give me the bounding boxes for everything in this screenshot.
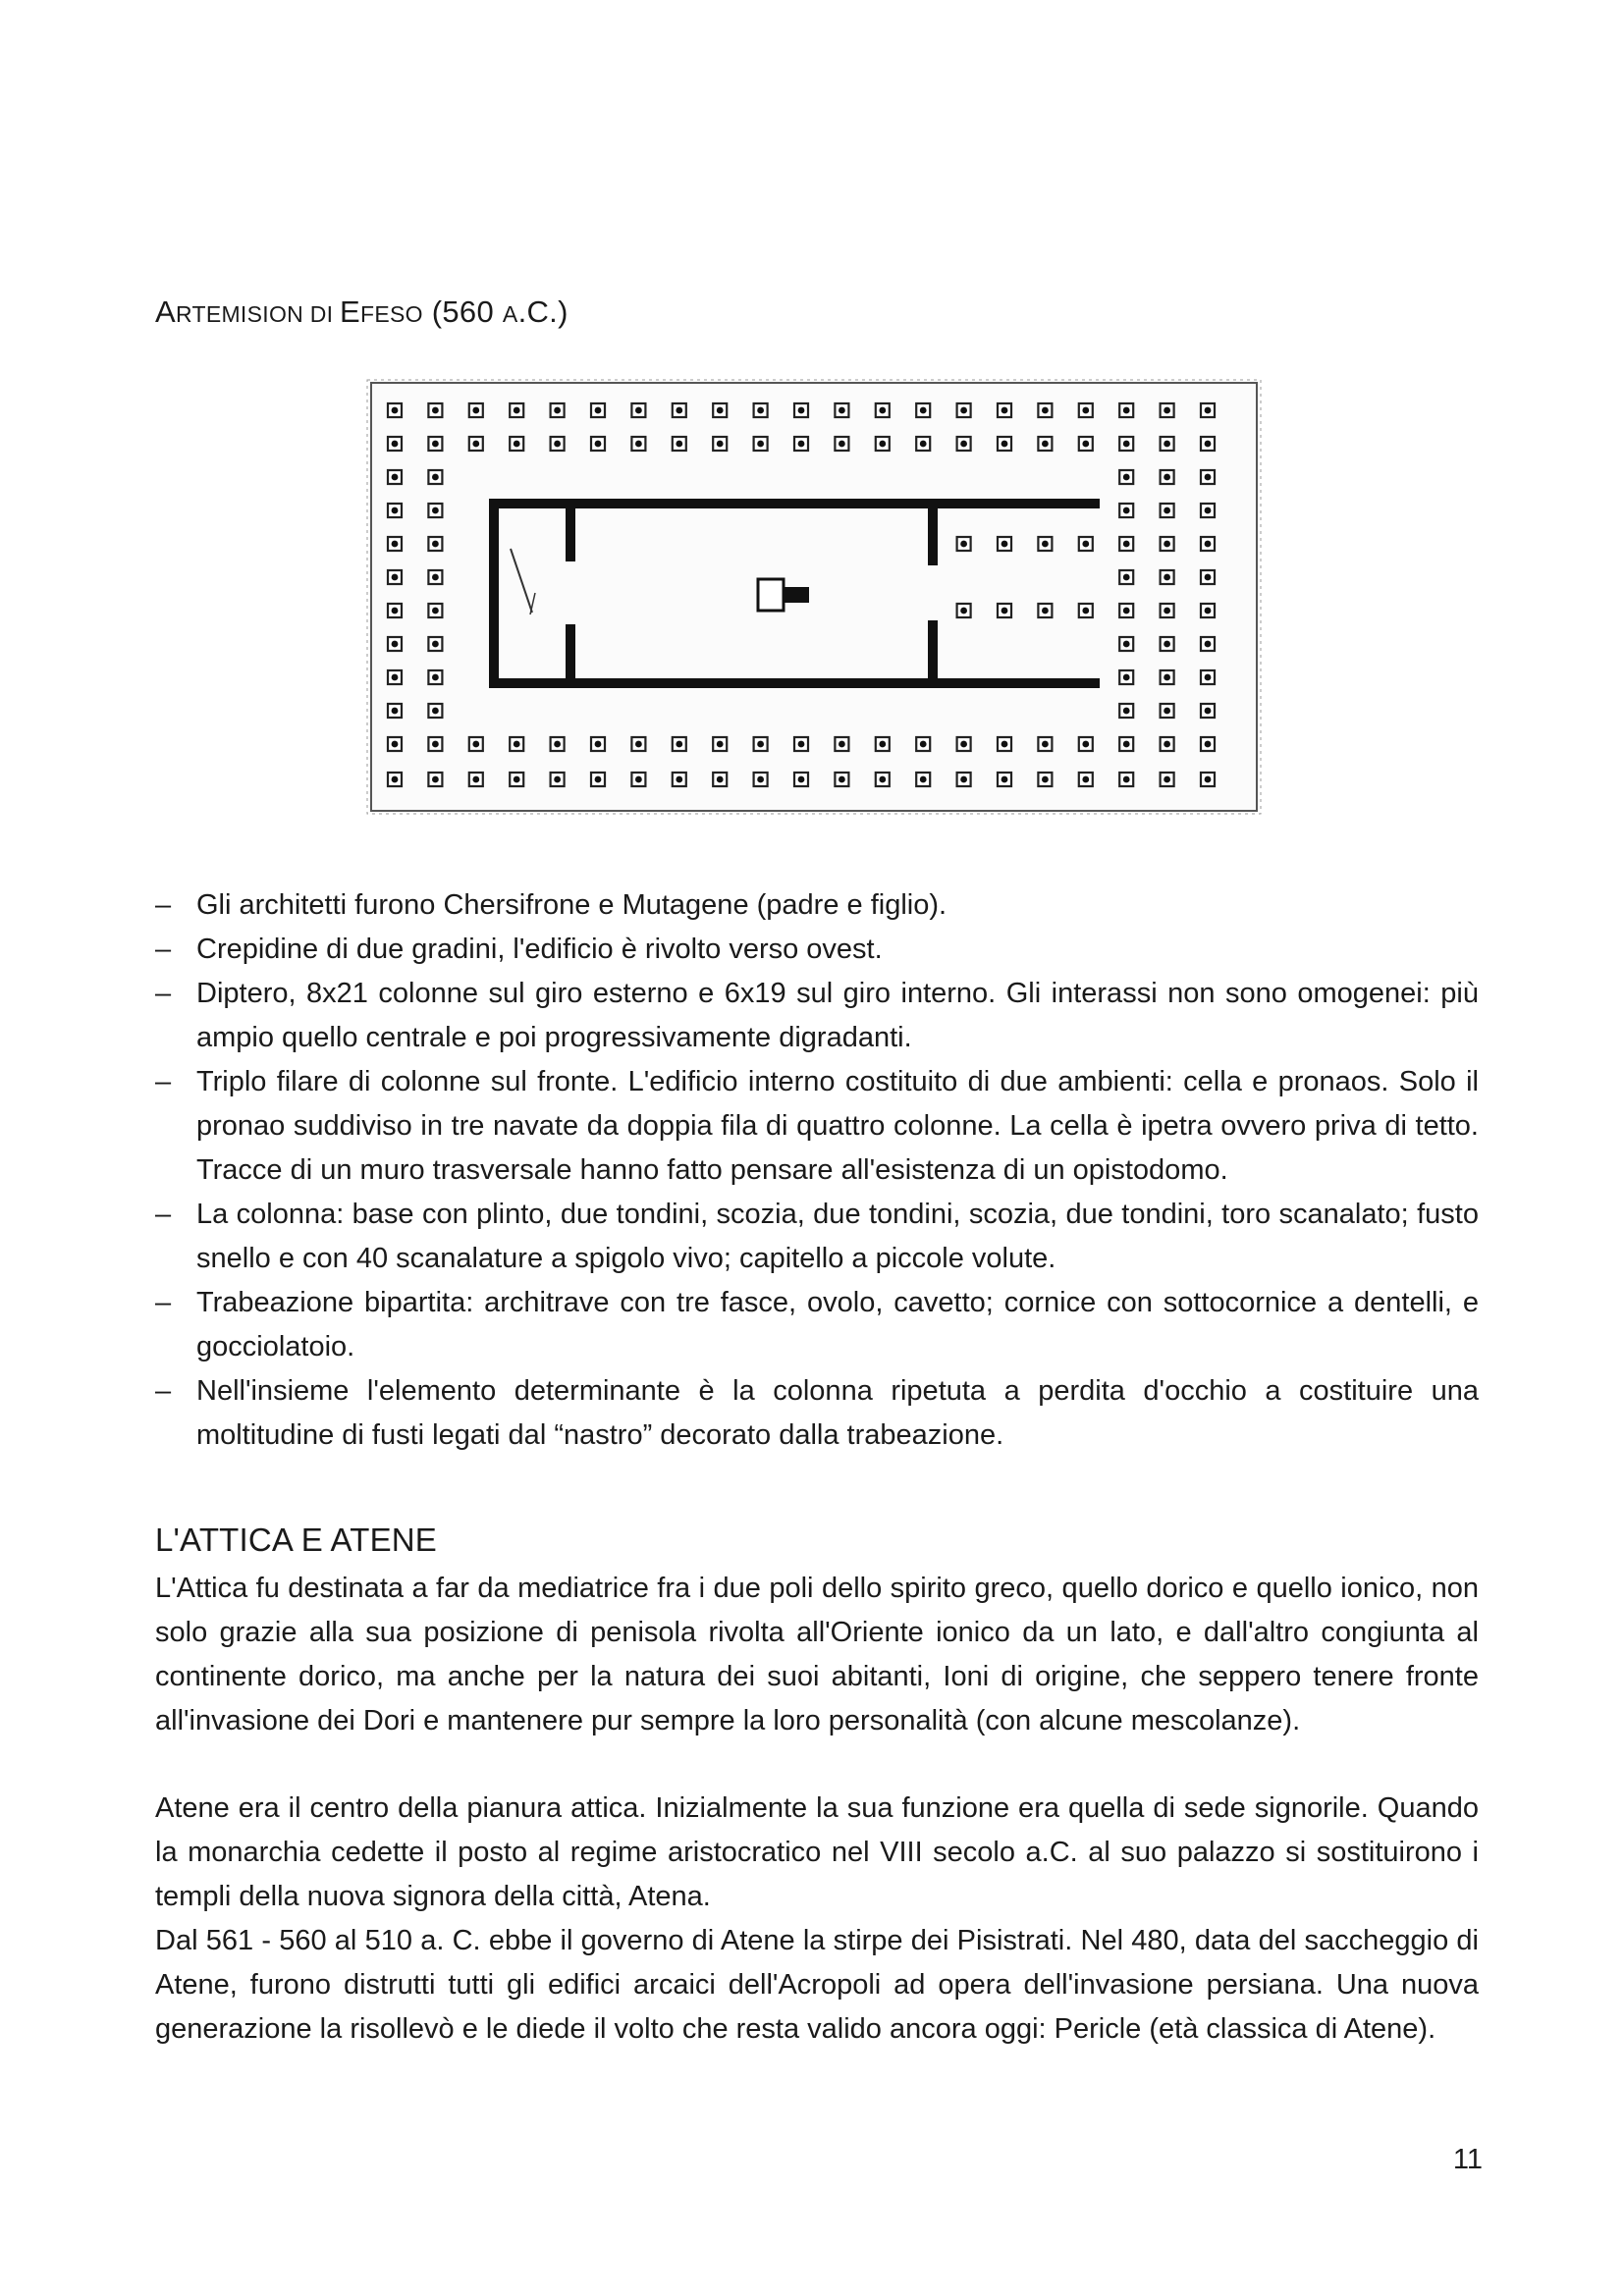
heading-date: (560 <box>422 294 503 329</box>
column-shaft <box>392 507 399 514</box>
column-shaft <box>392 641 399 648</box>
column-shaft <box>1082 608 1089 614</box>
list-item-text: Crepidine di due gradini, l'edificio è rivolto verso ovest. <box>196 934 883 965</box>
column-shaft <box>757 776 764 783</box>
column-shaft <box>392 608 399 614</box>
column-shaft <box>472 776 479 783</box>
dash-bullet: – <box>155 889 172 921</box>
column-shaft <box>1205 407 1212 414</box>
column-shaft <box>960 441 967 448</box>
column-shaft <box>717 741 724 748</box>
column-shaft <box>392 741 399 748</box>
column-shaft <box>1164 407 1170 414</box>
column-shaft <box>920 741 927 748</box>
column-shaft <box>757 441 764 448</box>
list-item <box>155 1060 1479 1193</box>
column-shaft <box>1001 441 1008 448</box>
column-shaft <box>1001 741 1008 748</box>
column-shaft <box>1123 776 1130 783</box>
heading-initial-a: A <box>155 294 176 329</box>
column-shaft <box>635 407 642 414</box>
column-shaft <box>839 741 845 748</box>
column-shaft <box>595 776 602 783</box>
column-shaft <box>554 441 561 448</box>
column-shaft <box>1205 507 1212 514</box>
column-shaft <box>432 776 439 783</box>
column-shaft <box>1164 776 1170 783</box>
column-shaft <box>1123 741 1130 748</box>
dash-bullet: – <box>155 978 172 1009</box>
column-shaft <box>432 541 439 548</box>
column-shaft <box>960 608 967 614</box>
column-shaft <box>392 474 399 481</box>
dash-bullet: – <box>155 1375 172 1407</box>
column-shaft <box>676 776 682 783</box>
column-shaft <box>554 776 561 783</box>
column-shaft <box>839 441 845 448</box>
column-shaft <box>1042 608 1049 614</box>
column-shaft <box>635 776 642 783</box>
column-shaft <box>960 776 967 783</box>
list-item <box>155 928 1479 972</box>
column-shaft <box>1205 641 1212 648</box>
column-shaft <box>432 641 439 648</box>
column-shaft <box>432 741 439 748</box>
column-shaft <box>392 708 399 715</box>
heading-date-end: .C.) <box>517 294 568 329</box>
column-shaft <box>920 441 927 448</box>
column-shaft <box>472 407 479 414</box>
column-shaft <box>1205 741 1212 748</box>
column-shaft <box>1205 541 1212 548</box>
column-shaft <box>920 407 927 414</box>
column-shaft <box>1001 608 1008 614</box>
column-shaft <box>879 441 886 448</box>
list-item-text: Triplo filare di colonne sul fronte. L'edificio interno costituito di due ambienti: cella e pronaos. Solo il pronao suddiviso in tre navate da doppia fila di quattro colonne. La cella è ipetra ovvero priva di tetto. Tracce di un muro trasversale hanno fatto pensare all'esistenza di un opistodomo. <box>196 1066 1479 1186</box>
column-shaft <box>432 674 439 681</box>
column-shaft <box>1205 441 1212 448</box>
column-shaft <box>1164 507 1170 514</box>
column-shaft <box>839 776 845 783</box>
column-shaft <box>1205 776 1212 783</box>
column-shaft <box>1205 608 1212 614</box>
column-shaft <box>1164 641 1170 648</box>
heading-smallcaps-3: A <box>502 301 518 327</box>
column-shaft <box>432 574 439 581</box>
column-shaft <box>1082 441 1089 448</box>
column-shaft <box>1042 541 1049 548</box>
dash-bullet: – <box>155 1199 172 1230</box>
list-item <box>155 1369 1479 1458</box>
column-shaft <box>798 741 805 748</box>
heading-initial-e: E <box>340 294 361 329</box>
column-shaft <box>1205 574 1212 581</box>
column-shaft <box>635 441 642 448</box>
column-shaft <box>514 776 520 783</box>
paragraph-attica: L'Attica fu destinata a far da mediatrice fra i due poli dello spirito greco, quello dorico e quello ionico, non solo grazie alla sua posizione di penisola rivolta all'Oriente ionico da un lato, e dall'altro congiunta al continente dorico, ma anche per la natura dei suoi abitanti, Ioni di origine, che seppero tenere fronte all'invasione dei Dori e mantenere pur sempre la loro personalità (con alcune mescolanze). <box>155 1573 1479 1736</box>
list-item <box>155 1193 1479 1281</box>
column-shaft <box>1082 407 1089 414</box>
column-shaft <box>472 741 479 748</box>
column-shaft <box>595 407 602 414</box>
column-shaft <box>676 741 682 748</box>
column-shaft <box>1164 674 1170 681</box>
list-item <box>155 883 1479 928</box>
column-shaft <box>514 741 520 748</box>
column-shaft <box>1123 708 1130 715</box>
dash-bullet: – <box>155 934 172 965</box>
column-shaft <box>920 776 927 783</box>
column-shaft <box>1164 441 1170 448</box>
page-number: 11 <box>1452 2144 1483 2175</box>
column-shaft <box>1123 674 1130 681</box>
list-item-text: Gli architetti furono Chersifrone e Mutagene (padre e figlio). <box>196 889 947 921</box>
column-shaft <box>392 541 399 548</box>
column-shaft <box>960 741 967 748</box>
column-shaft <box>960 541 967 548</box>
column-shaft <box>879 776 886 783</box>
column-shaft <box>472 441 479 448</box>
section-heading-artemision <box>155 294 568 330</box>
column-shaft <box>1082 541 1089 548</box>
column-shaft <box>676 407 682 414</box>
column-shaft <box>676 441 682 448</box>
column-shaft <box>1205 708 1212 715</box>
column-shaft <box>1123 574 1130 581</box>
column-shaft <box>595 441 602 448</box>
column-shaft <box>595 741 602 748</box>
list-item <box>155 1281 1479 1369</box>
column-shaft <box>1205 474 1212 481</box>
dash-bullet: – <box>155 1066 172 1097</box>
paragraph-pisistrati: Dal 561 - 560 al 510 a. C. ebbe il governo di Atene la stirpe dei Pisistrati. Nel 480, data del saccheggio di Atene, furono distrutti tutti gli edifici arcaici dell'Acropoli ad opera dell'invasione persiana. Una nuova generazione la risollevò e le diede il volto che resta valido ancora oggi: Pericle (età classica di Atene). <box>155 1925 1479 2045</box>
column-shaft <box>432 474 439 481</box>
list-item-text: Trabeazione bipartita: architrave con tre fasce, ovolo, cavetto; cornice con sottocornice a dentelli, e gocciolatoio. <box>196 1287 1479 1362</box>
column-shaft <box>1123 608 1130 614</box>
column-shaft <box>798 441 805 448</box>
column-shaft <box>1123 507 1130 514</box>
column-shaft <box>514 441 520 448</box>
column-shaft <box>757 741 764 748</box>
temple-floor-plan <box>363 377 1267 819</box>
column-shaft <box>554 741 561 748</box>
list-item-text: La colonna: base con plinto, due tondini, scozia, due tondini, scozia, due tondini, toro scanalato; fusto snello e con 40 scanalature a spigolo vivo; capitello a piccole volute. <box>196 1199 1479 1274</box>
column-shaft <box>960 407 967 414</box>
heading-smallcaps-2: FESO <box>360 301 423 327</box>
column-shaft <box>1123 474 1130 481</box>
column-shaft <box>1164 474 1170 481</box>
list-item <box>155 972 1479 1060</box>
column-shaft <box>1042 407 1049 414</box>
column-shaft <box>1164 541 1170 548</box>
heading-smallcaps-1: RTEMISION DI <box>175 301 341 327</box>
column-shaft <box>514 407 520 414</box>
column-shaft <box>1164 608 1170 614</box>
column-shaft <box>432 441 439 448</box>
column-shaft <box>1123 441 1130 448</box>
column-shaft <box>717 407 724 414</box>
column-shaft <box>1164 741 1170 748</box>
column-shaft <box>757 407 764 414</box>
column-shaft <box>798 407 805 414</box>
column-shaft <box>635 741 642 748</box>
column-shaft <box>392 441 399 448</box>
column-shaft <box>1001 776 1008 783</box>
column-shaft <box>879 407 886 414</box>
section-title-attica: L'ATTICA E ATENE <box>155 1522 438 1558</box>
column-shaft <box>717 441 724 448</box>
column-shaft <box>432 407 439 414</box>
column-shaft <box>432 608 439 614</box>
artemision-feature-list <box>155 883 1479 1458</box>
column-shaft <box>1001 541 1008 548</box>
column-shaft <box>717 776 724 783</box>
column-shaft <box>392 574 399 581</box>
column-shaft <box>1001 407 1008 414</box>
column-shaft <box>1042 776 1049 783</box>
column-shaft <box>1123 641 1130 648</box>
column-shaft <box>1082 741 1089 748</box>
column-shaft <box>392 776 399 783</box>
column-shaft <box>1042 441 1049 448</box>
column-shaft <box>798 776 805 783</box>
column-shaft <box>554 407 561 414</box>
list-item-text: Diptero, 8x21 colonne sul giro esterno e 6x19 sul giro interno. Gli interassi non sono omogenei: più ampio quello centrale e poi progressivamente digradanti. <box>196 978 1479 1053</box>
column-shaft <box>1205 674 1212 681</box>
paragraph-atene-centro: Atene era il centro della pianura attica. Inizialmente la sua funzione era quella di sede signorile. Quando la monarchia cedette il posto al regime aristocratico nel VIII secolo a.C. al suo palazzo si sostituirono i templi della nuova signora della città, Atena. <box>155 1792 1479 1912</box>
column-shaft <box>879 741 886 748</box>
list-item-text: Nell'insieme l'elemento determinante è la colonna ripetuta a perdita d'occhio a costituire una moltitudine di fusti legati dal “nastro” decorato dalla trabeazione. <box>196 1375 1479 1451</box>
column-shaft <box>392 407 399 414</box>
column-shaft <box>1082 776 1089 783</box>
dash-bullet: – <box>155 1287 172 1318</box>
column-shaft <box>1123 407 1130 414</box>
column-shaft <box>1164 708 1170 715</box>
column-shaft <box>1042 741 1049 748</box>
column-shaft <box>1123 541 1130 548</box>
column-shaft <box>432 507 439 514</box>
column-shaft <box>839 407 845 414</box>
column-shaft <box>392 674 399 681</box>
column-shaft <box>432 708 439 715</box>
column-shaft <box>1164 574 1170 581</box>
